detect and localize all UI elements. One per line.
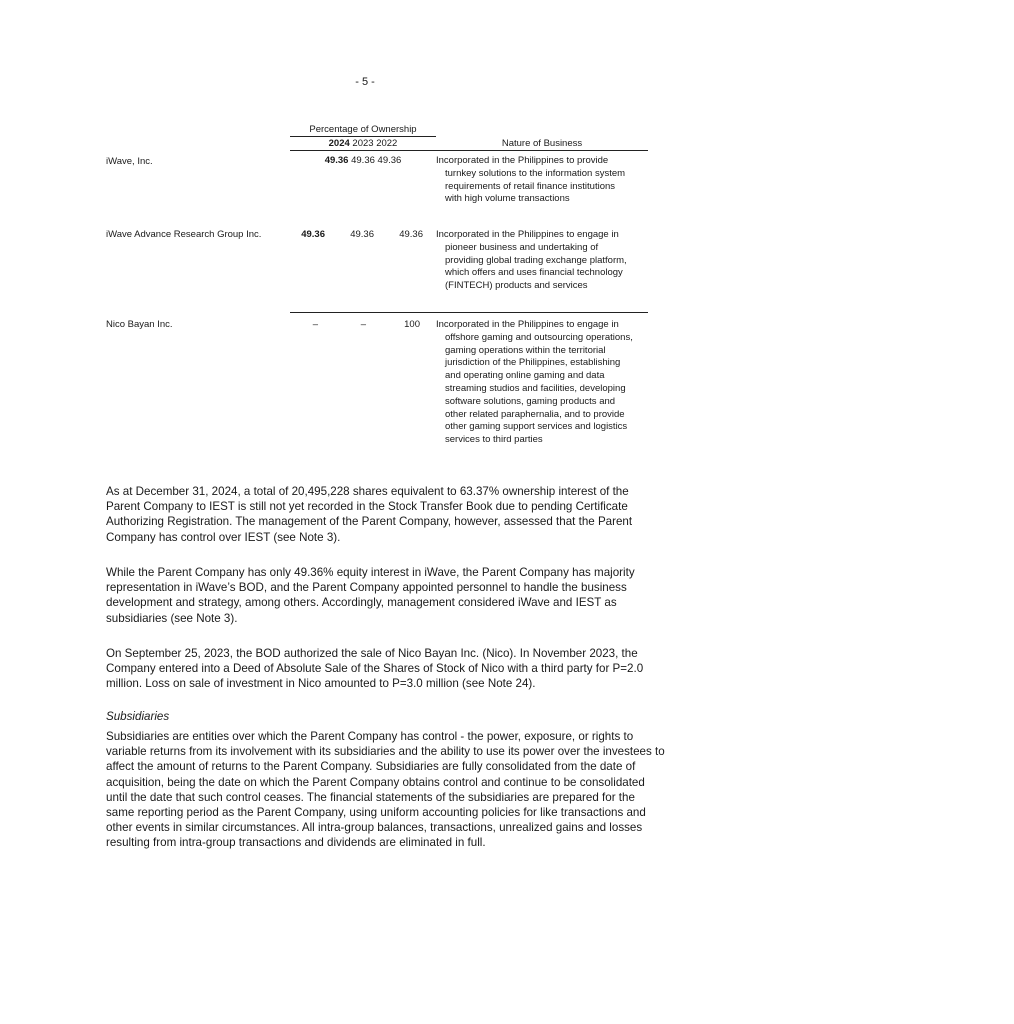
paragraph-iwave-control: While the Parent Company has only 49.36% equity interest in iWave, the Parent Company has majority representation in iWave’s BOD, and the Parent Company appointed personnel to handle the business development and strategy, among others. Accordingly, management considered iWave and IEST as subsidiaries (see Note 3). — [106, 566, 635, 625]
paragraph-iest-shares: As at December 31, 2024, a total of 20,495,228 shares equivalent to 63.37% ownership interest of the Parent Company to IEST is still not yet recorded in the Stock Transfer Book due to pending Certificate Authorizing Registration. The management of the Parent Company, however, assessed that the Parent Company has control over IEST (see Note 3). — [106, 485, 633, 544]
nature-line: requirements of retail finance institutions — [445, 180, 616, 192]
row-name-iwave-research: iWave Advance Research Group Inc. — [106, 229, 262, 240]
nature-iwave-research — [436, 229, 648, 293]
year-headers — [290, 138, 436, 149]
header-divider — [290, 136, 436, 137]
subsidiaries-heading: Subsidiaries — [106, 710, 170, 723]
value-2023: 49.36 — [350, 229, 374, 240]
row-divider — [290, 312, 648, 313]
nature-line: software solutions, gaming products and — [445, 395, 616, 407]
nature-line: with high volume transactions — [445, 193, 570, 205]
nature-nico-bayan — [436, 319, 648, 447]
row-name-nico-bayan: Nico Bayan Inc. — [106, 319, 173, 330]
nature-line: Incorporated in the Philippines to engage in — [436, 319, 619, 330]
year-2023: 2023 — [352, 138, 374, 149]
nature-line: jurisdiction of the Philippines, establishing — [445, 357, 621, 369]
nature-line: (FINTECH) products and services — [445, 280, 588, 292]
ownership-header: Percentage of Ownership — [309, 124, 417, 135]
value-2024: 49.36 — [324, 155, 349, 166]
row-name-iwave: iWave, Inc. — [106, 156, 153, 167]
value-2023: – — [360, 319, 366, 330]
nature-line: streaming studios and facilities, developing — [445, 382, 626, 394]
year-2024: 2024 — [328, 138, 350, 149]
value-2022: 100 — [404, 319, 420, 330]
row-values-iwave — [290, 155, 436, 166]
nature-iwave — [436, 155, 648, 206]
nature-line: services to third parties — [445, 434, 543, 446]
value-2022: 49.36 — [399, 229, 423, 240]
nature-line: providing global trading exchange platform, — [445, 254, 627, 266]
year-2022: 2022 — [376, 138, 398, 149]
nature-line: Incorporated in the Philippines to provide — [436, 155, 609, 166]
value-2024: – — [312, 319, 318, 330]
nature-header: Nature of Business — [501, 138, 583, 149]
nature-line: other gaming support services and logistics — [445, 421, 628, 433]
paragraph-nico-sale: On September 25, 2023, the BOD authorized the sale of Nico Bayan Inc. (Nico). In November 2023, the Company entered into a Deed of Absolute Sale of the Shares of Stock of Nico with a third party for P=2.0 million. Loss on sale of investment in Nico amounted to P=3.0 million (see Note 24). — [106, 647, 644, 691]
page-number: - 5 - — [355, 76, 375, 88]
nature-line: which offers and uses financial technology — [445, 267, 623, 279]
value-2022: 49.36 — [377, 155, 402, 166]
nature-line: Incorporated in the Philippines to engage in — [436, 229, 619, 240]
paragraph-subsidiaries: Subsidiaries are entities over which the Parent Company has control - the power, exposure, or rights to variable returns from its involvement with its subsidiaries and the ability to use its power over the investees to affect the amount of returns to the Parent Company. Subsidiaries are fully consolidated from the date of acquisition, being the date on which the Parent Company obtains control and continue to be consolidated until the date that such control ceases. The financial statements of the subsidiaries are prepared for the same reporting period as the Parent Company, using uniform accounting policies for like transactions and other events in similar circumstances. All intra-group balances, transactions, unrealized gains and losses resulting from intra-group transactions and dividends are eliminated in full. — [106, 730, 665, 850]
nature-line: other related paraphernalia, and to provide — [445, 408, 625, 420]
nature-line: and operating online gaming and data — [445, 370, 605, 382]
nature-line: gaming operations within the territorial — [445, 344, 606, 356]
header-bottom-rule — [290, 150, 648, 151]
value-2023: 49.36 — [351, 155, 375, 166]
nature-line: offshore gaming and outsourcing operations, — [445, 331, 633, 343]
nature-line: turnkey solutions to the information system — [445, 167, 626, 179]
value-2024: 49.36 — [301, 229, 325, 240]
nature-line: pioneer business and undertaking of — [445, 241, 599, 253]
